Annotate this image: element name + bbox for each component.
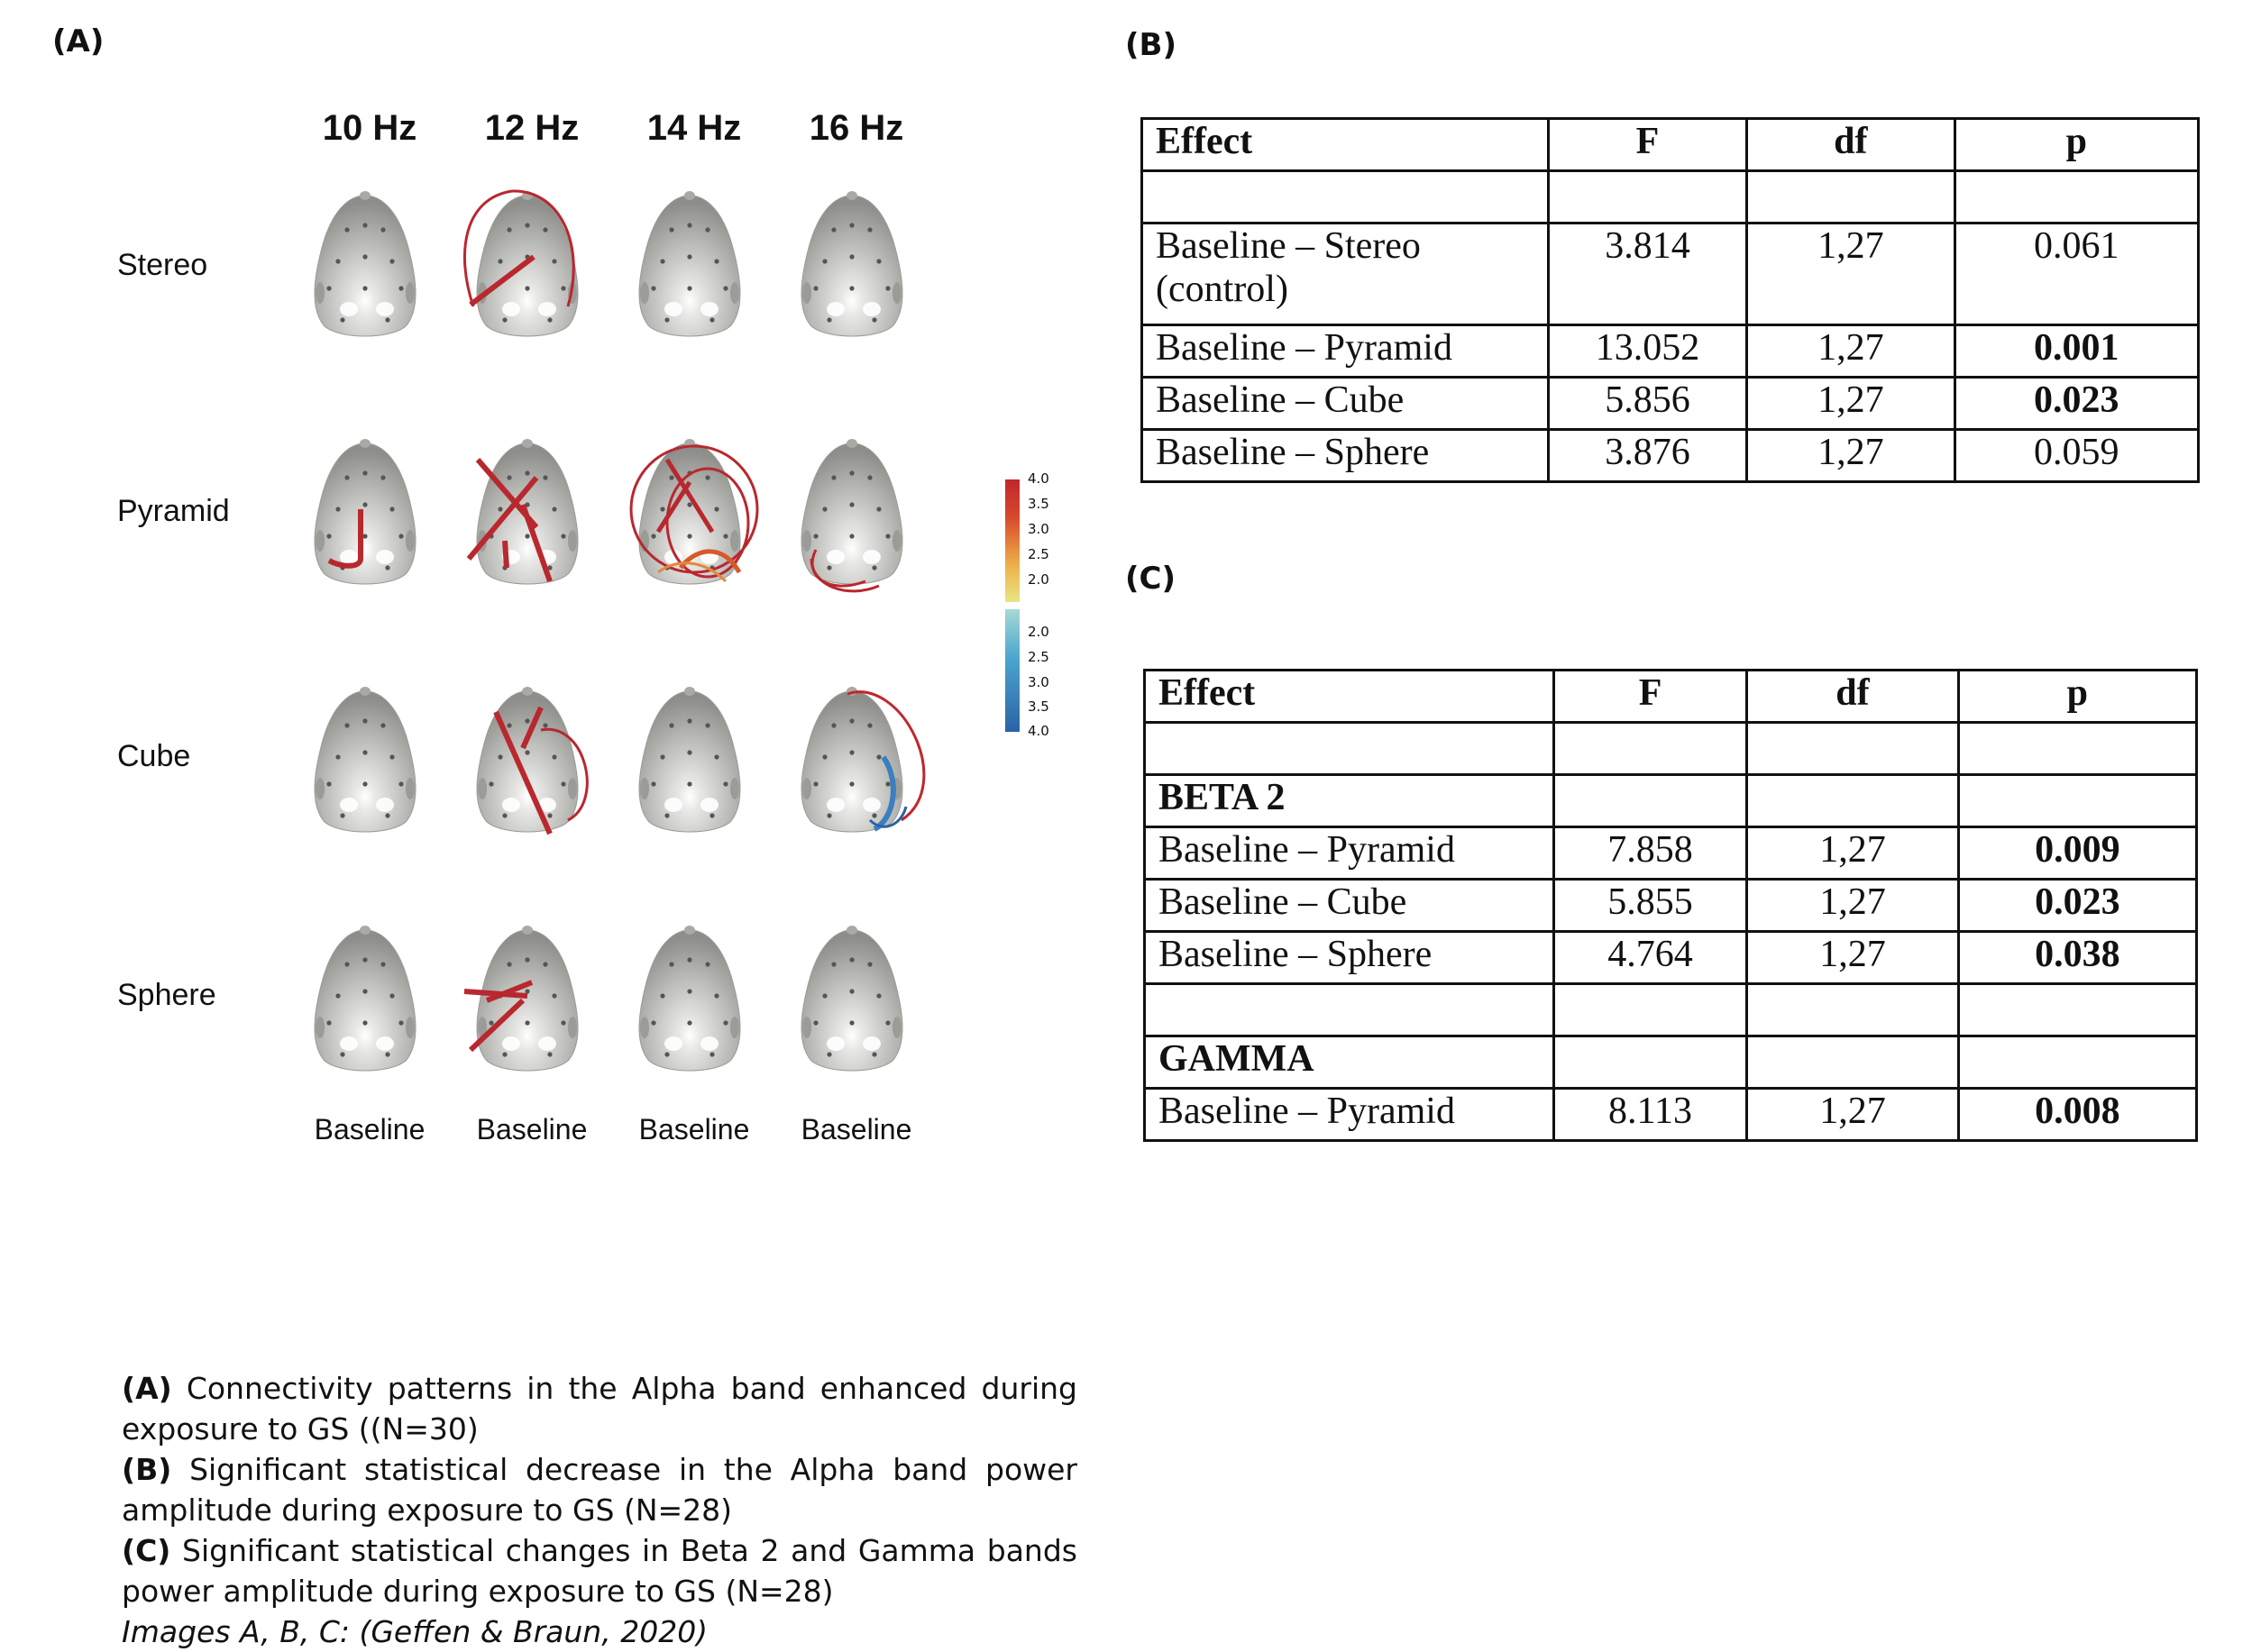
panel-c-label: (C): [1125, 561, 1176, 597]
header-df: df: [1747, 119, 1954, 171]
cell-p: 0.023: [1954, 378, 2198, 430]
table-row: [1145, 1089, 2197, 1141]
head-cube-10hz: [315, 687, 416, 832]
cell-p: 0.008: [1958, 1089, 2196, 1141]
colorbar-tick: 4.0: [1028, 723, 1049, 739]
table-row: [1142, 224, 2199, 325]
caption-credit: Images A, B, C: (Geffen & Braun, 2020): [122, 1614, 709, 1649]
caption-a: [122, 1368, 1077, 1449]
cell-f: [1548, 171, 1746, 224]
colorbar-tick: 3.5: [1028, 698, 1049, 715]
condition-label-pyramid: Pyramid: [117, 494, 230, 528]
colorbar-tick: 2.0: [1028, 624, 1049, 640]
cell-effect: [1142, 171, 1549, 224]
head-sphere-16hz: [801, 926, 902, 1071]
table-row: [1145, 932, 2197, 984]
cell-df: 1,27: [1747, 932, 1958, 984]
baseline-label: Baseline: [314, 1113, 426, 1145]
cell-f: 8.113: [1553, 1089, 1747, 1141]
cell-effect: Baseline – Sphere: [1145, 932, 1554, 984]
freq-header-10hz: 10 Hz: [322, 108, 417, 148]
head-stereo-10hz: [315, 191, 416, 336]
cell-p: 0.001: [1954, 325, 2198, 378]
head-cube-14hz: [639, 687, 740, 832]
table-header-row: [1142, 119, 2199, 171]
cell-p: 0.009: [1958, 827, 2196, 880]
head-pyramid-16hz: [801, 439, 902, 584]
cell-p: [1954, 171, 2198, 224]
table-row: [1142, 325, 2199, 378]
baseline-label: Baseline: [476, 1113, 588, 1145]
cell-df: 1,27: [1747, 224, 1954, 325]
cell-df: 1,27: [1747, 325, 1954, 378]
condition-label-cube: Cube: [117, 739, 191, 773]
table-row-empty: [1145, 984, 2197, 1036]
colorbar-tick: 3.0: [1028, 521, 1049, 537]
cell-df: 1,27: [1747, 378, 1954, 430]
cell-p: 0.038: [1958, 932, 2196, 984]
caption-b-text: Significant statistical decrease in the Alpha band power amplitude during exposure to GS (N=28): [122, 1452, 1077, 1528]
freq-header-16hz: 16 Hz: [809, 108, 904, 148]
colorbar-tick: 4.0: [1028, 470, 1049, 487]
cell-effect: Baseline – Pyramid: [1142, 325, 1549, 378]
cell-f: 3.876: [1548, 430, 1746, 482]
cell-df: 1,27: [1747, 827, 1958, 880]
caption-c: [122, 1530, 1077, 1611]
colorbar-tick: 2.5: [1028, 546, 1049, 562]
cell-effect: Baseline – Cube: [1142, 378, 1549, 430]
header-effect: Effect: [1142, 119, 1549, 171]
colorbar-tick: 2.0: [1028, 571, 1049, 588]
table-alpha-effects: [1140, 117, 2200, 483]
cell-p: 0.023: [1958, 880, 2196, 932]
head-sphere-10hz: [315, 926, 416, 1071]
colorbar-tick: 3.0: [1028, 674, 1049, 690]
head-cube-12hz: [477, 687, 578, 832]
freq-header-14hz: 14 Hz: [646, 108, 742, 148]
colorbar-cool: [1005, 609, 1020, 732]
header-f: F: [1548, 119, 1746, 171]
table-row: [1142, 378, 2199, 430]
header-f: F: [1553, 671, 1747, 723]
table-section-row: [1145, 775, 2197, 827]
cell-df: 1,27: [1747, 430, 1954, 482]
table-row: [1142, 171, 2199, 224]
cell-effect: Baseline – Sphere: [1142, 430, 1549, 482]
head-stereo-14hz: [639, 191, 740, 336]
cell-f: 13.052: [1548, 325, 1746, 378]
cell-effect: Baseline – Stereo (control): [1142, 224, 1549, 325]
caption-b: [122, 1449, 1077, 1530]
caption-c-text: Significant statistical changes in Beta 2 and Gamma bands power amplitude during exposure to GS (N=28): [122, 1533, 1077, 1609]
cell-p: 0.059: [1954, 430, 2198, 482]
colorbar-warm: [1005, 479, 1020, 602]
panel-b-label: (B): [1125, 27, 1176, 63]
cell-f: 5.855: [1553, 880, 1747, 932]
section-beta2: BETA 2: [1145, 775, 1554, 827]
table-row: [1145, 880, 2197, 932]
header-p: p: [1958, 671, 2196, 723]
header-p: p: [1954, 119, 2198, 171]
caption-c-label: (C): [122, 1533, 171, 1568]
header-effect: Effect: [1145, 671, 1554, 723]
table-row: [1145, 827, 2197, 880]
cell-df: 1,27: [1747, 880, 1958, 932]
cell-f: 4.764: [1553, 932, 1747, 984]
connectivity-head-grid: [270, 171, 974, 1091]
head-sphere-14hz: [639, 926, 740, 1071]
cell-f: 5.856: [1548, 378, 1746, 430]
colorbar-tick: 2.5: [1028, 649, 1049, 665]
cell-p: 0.061: [1954, 224, 2198, 325]
cell-effect: Baseline – Pyramid: [1145, 1089, 1554, 1141]
caption-a-label: (A): [122, 1371, 172, 1406]
cell-df: [1747, 171, 1954, 224]
head-stereo-16hz: [801, 191, 902, 336]
table-row-empty: [1145, 723, 2197, 775]
panel-a-label: (A): [52, 23, 105, 59]
cell-effect: Baseline – Cube: [1145, 880, 1554, 932]
table-beta-gamma-effects: [1143, 669, 2198, 1142]
figure-caption: [122, 1368, 1077, 1652]
header-df: df: [1747, 671, 1958, 723]
section-gamma: GAMMA: [1145, 1036, 1554, 1089]
caption-b-label: (B): [122, 1452, 172, 1487]
cell-effect: Baseline – Pyramid: [1145, 827, 1554, 880]
cell-f: 7.858: [1553, 827, 1747, 880]
cell-df: 1,27: [1747, 1089, 1958, 1141]
baseline-label: Baseline: [801, 1113, 912, 1145]
colorbar-tick: 3.5: [1028, 496, 1049, 512]
cell-f: 3.814: [1548, 224, 1746, 325]
baseline-label: Baseline: [638, 1113, 750, 1145]
condition-label-stereo: Stereo: [117, 248, 208, 282]
caption-a-text: Connectivity patterns in the Alpha band enhanced during exposure to GS ((N=30): [122, 1371, 1077, 1447]
condition-label-sphere: Sphere: [117, 978, 216, 1012]
freq-header-12hz: 12 Hz: [484, 108, 580, 148]
table-header-row: [1145, 671, 2197, 723]
table-section-row: [1145, 1036, 2197, 1089]
table-row: [1142, 430, 2199, 482]
